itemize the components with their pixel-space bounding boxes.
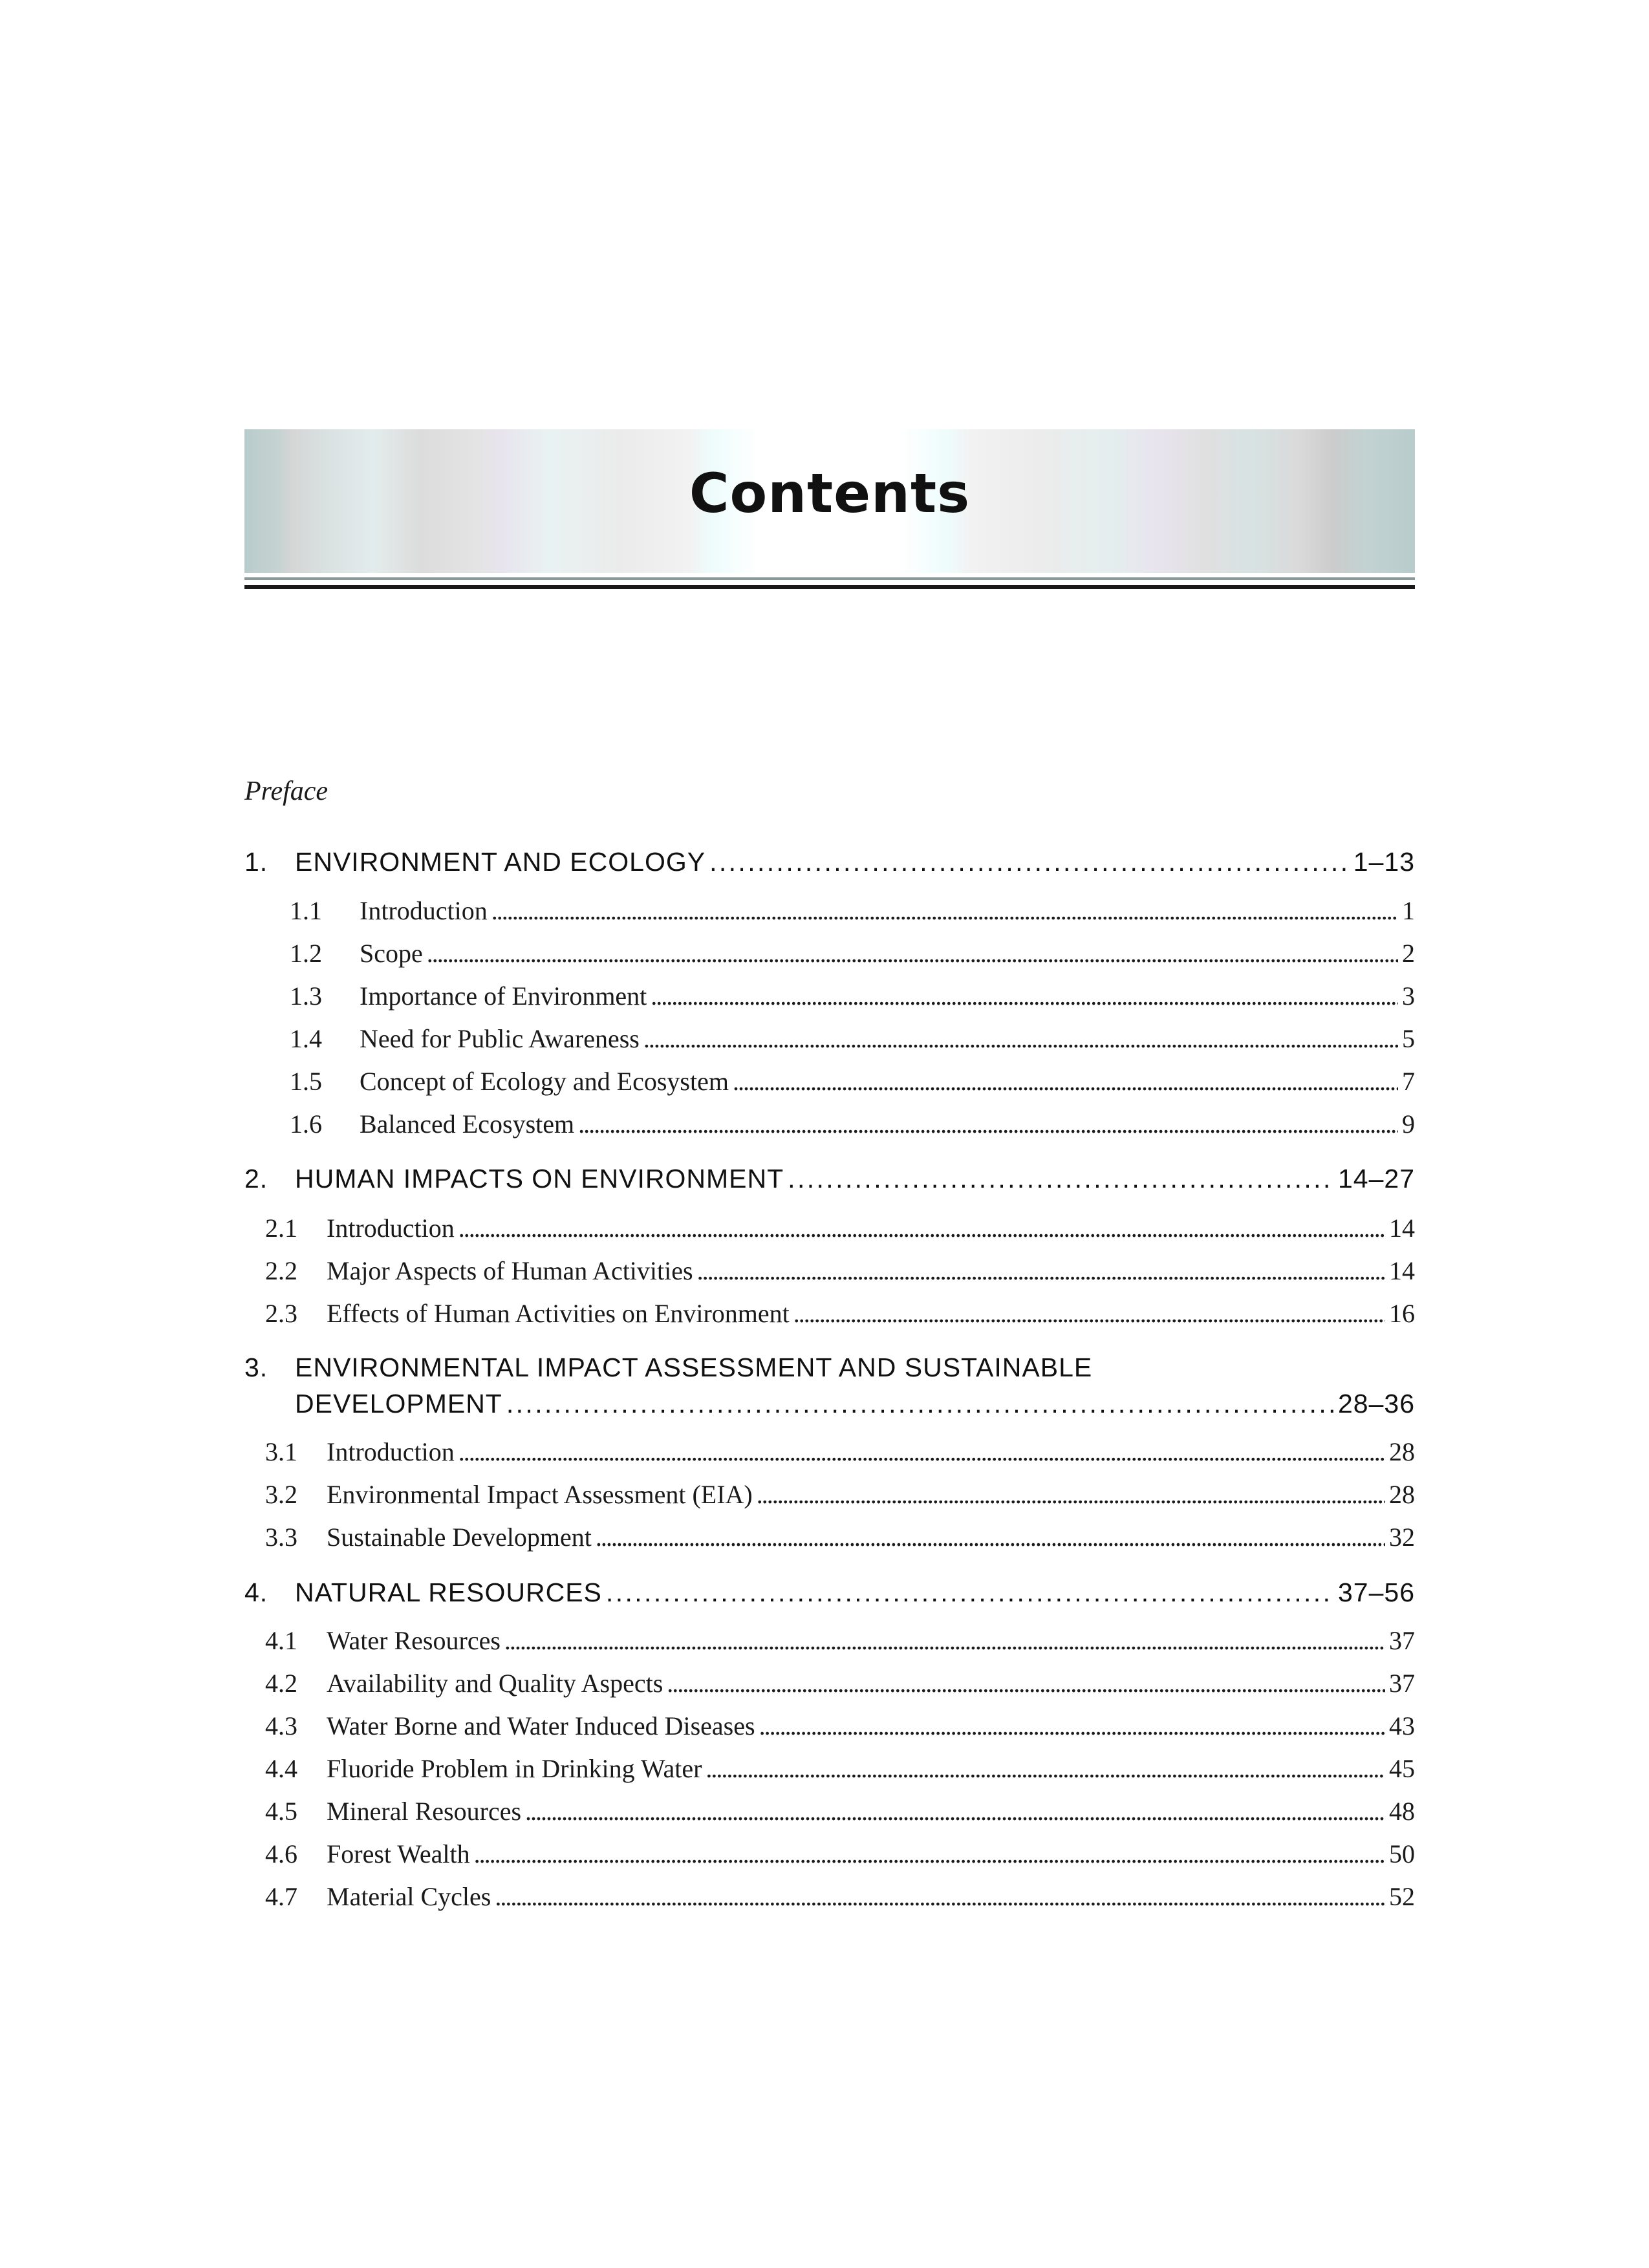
section-title: Introduction: [327, 1437, 455, 1466]
chapter-title: NATURAL RESOURCES: [295, 1578, 602, 1607]
section-title: Fluoride Problem in Drinking Water: [327, 1754, 702, 1783]
toc-section-4-4[interactable]: [265, 1753, 1415, 1784]
toc-section-4-3[interactable]: [265, 1711, 1415, 1741]
section-number: 4.2: [265, 1669, 297, 1698]
dot-leader: [606, 1578, 1334, 1608]
toc-section-4-2[interactable]: [265, 1668, 1415, 1698]
chapter-title: ENVIRONMENTAL IMPACT ASSESSMENT AND SUSTAINABLE: [295, 1353, 1093, 1382]
chapter-number: 1.: [244, 847, 268, 877]
section-number: 2.3: [265, 1299, 297, 1328]
section-page: 45: [1389, 1754, 1415, 1783]
chapter-number: 2.: [244, 1164, 268, 1193]
toc-chapter-1[interactable]: [244, 847, 1415, 877]
section-title: Introduction: [360, 896, 488, 925]
section-title: Concept of Ecology and Ecosystem: [360, 1067, 729, 1096]
section-page: 43: [1389, 1711, 1415, 1740]
toc-section-2-1[interactable]: [265, 1213, 1415, 1243]
toc-section-2-3[interactable]: [265, 1298, 1415, 1329]
section-title: Water Resources: [327, 1626, 501, 1655]
chapter-pages: 37–56: [1337, 1578, 1415, 1607]
section-number: 4.6: [265, 1839, 297, 1868]
section-number: 1.4: [290, 1024, 322, 1053]
section-title: Environmental Impact Assessment (EIA): [327, 1480, 753, 1509]
toc-section-1-6[interactable]: [290, 1109, 1415, 1139]
chapter-number: 4.: [244, 1578, 268, 1607]
section-page: 3: [1402, 981, 1415, 1011]
toc-section-4-5[interactable]: [265, 1796, 1415, 1826]
dot-leader: [578, 1109, 1398, 1139]
dot-leader: [458, 1213, 1385, 1243]
dot-leader: [506, 1389, 1334, 1419]
section-number: 1.6: [290, 1109, 322, 1139]
section-page: 28: [1389, 1437, 1415, 1466]
toc-section-2-2[interactable]: [265, 1256, 1415, 1286]
section-number: 4.7: [265, 1882, 297, 1911]
toc-section-4-7[interactable]: [265, 1881, 1415, 1912]
section-page: 32: [1389, 1523, 1415, 1552]
dot-leader: [706, 1753, 1385, 1784]
toc-section-1-5[interactable]: [290, 1066, 1415, 1097]
section-number: 4.4: [265, 1754, 297, 1783]
toc-preface[interactable]: Preface: [244, 776, 329, 806]
dot-leader: [709, 847, 1350, 877]
section-page: 5: [1402, 1024, 1415, 1053]
toc-section-4-6[interactable]: [265, 1839, 1415, 1869]
toc-chapter-2[interactable]: [244, 1164, 1415, 1194]
section-page: 28: [1389, 1480, 1415, 1509]
banner-rule-thick: [244, 585, 1415, 589]
section-page: 50: [1389, 1839, 1415, 1868]
dot-leader: [697, 1256, 1385, 1286]
section-title: Mineral Resources: [327, 1797, 522, 1826]
dot-leader: [525, 1796, 1385, 1826]
section-title: Forest Wealth: [327, 1839, 470, 1868]
section-page: 52: [1389, 1882, 1415, 1911]
section-page: 9: [1402, 1109, 1415, 1139]
chapter-number: 3.: [244, 1353, 268, 1382]
dot-leader: [667, 1668, 1385, 1698]
section-number: 3.2: [265, 1480, 297, 1509]
chapter-title: ENVIRONMENT AND ECOLOGY: [295, 847, 706, 877]
dot-leader: [733, 1066, 1398, 1097]
dot-leader: [504, 1625, 1385, 1656]
toc-section-3-3[interactable]: [265, 1522, 1415, 1552]
section-number: 1.1: [290, 896, 322, 925]
dot-leader: [474, 1839, 1385, 1869]
section-number: 2.1: [265, 1214, 297, 1243]
dot-leader: [757, 1479, 1385, 1510]
toc-chapter-4[interactable]: [244, 1578, 1415, 1608]
section-page: 7: [1402, 1067, 1415, 1096]
section-title: Material Cycles: [327, 1882, 491, 1911]
section-page: 16: [1389, 1299, 1415, 1328]
chapter-pages: 1–13: [1353, 847, 1415, 877]
toc-section-4-1[interactable]: [265, 1625, 1415, 1656]
toc-section-3-2[interactable]: [265, 1479, 1415, 1510]
chapter-pages: 28–36: [1337, 1389, 1415, 1418]
dot-leader: [495, 1881, 1385, 1912]
toc-section-1-1[interactable]: [290, 895, 1415, 926]
section-title: Availability and Quality Aspects: [327, 1669, 663, 1698]
dot-leader: [759, 1711, 1385, 1741]
contents-banner: [244, 429, 1415, 573]
dot-leader: [491, 895, 1398, 926]
banner-rule-thin: [244, 577, 1415, 580]
section-title: Introduction: [327, 1214, 455, 1243]
toc-section-1-3[interactable]: [290, 981, 1415, 1011]
dot-leader: [458, 1437, 1385, 1467]
section-title: Need for Public Awareness: [360, 1024, 640, 1053]
section-page: 48: [1389, 1797, 1415, 1826]
section-number: 1.2: [290, 939, 322, 968]
section-number: 3.3: [265, 1523, 297, 1552]
section-number: 4.3: [265, 1711, 297, 1740]
chapter-pages: 14–27: [1337, 1164, 1415, 1193]
dot-leader: [643, 1023, 1398, 1054]
section-title: Balanced Ecosystem: [360, 1109, 575, 1139]
section-title: Scope: [360, 939, 423, 968]
section-page: 2: [1402, 939, 1415, 968]
toc-section-1-4[interactable]: [290, 1023, 1415, 1054]
section-number: 1.5: [290, 1067, 322, 1096]
dot-leader: [427, 938, 1398, 968]
section-title: Effects of Human Activities on Environment: [327, 1299, 790, 1328]
section-title: Importance of Environment: [360, 981, 647, 1011]
toc-chapter-3-line2[interactable]: [295, 1389, 1415, 1419]
section-number: 2.2: [265, 1256, 297, 1285]
dot-leader: [651, 981, 1398, 1011]
page-title: Contents: [689, 462, 971, 525]
section-number: 4.5: [265, 1797, 297, 1826]
section-number: 4.1: [265, 1626, 297, 1655]
section-page: 1: [1402, 896, 1415, 925]
chapter-title: HUMAN IMPACTS ON ENVIRONMENT: [295, 1164, 784, 1193]
dot-leader: [788, 1164, 1334, 1194]
section-title: Major Aspects of Human Activities: [327, 1256, 693, 1285]
toc-section-1-2[interactable]: [290, 938, 1415, 968]
dot-leader: [793, 1298, 1385, 1329]
section-page: 14: [1389, 1256, 1415, 1285]
section-title: Sustainable Development: [327, 1523, 592, 1552]
chapter-title-cont: DEVELOPMENT: [295, 1389, 502, 1418]
section-title: Water Borne and Water Induced Diseases: [327, 1711, 755, 1740]
section-page: 37: [1389, 1669, 1415, 1698]
toc-chapter-3-line1[interactable]: [244, 1353, 1092, 1383]
toc-section-3-1[interactable]: [265, 1437, 1415, 1467]
section-page: 14: [1389, 1214, 1415, 1243]
dot-leader: [596, 1522, 1385, 1552]
section-page: 37: [1389, 1626, 1415, 1655]
section-number: 3.1: [265, 1437, 297, 1466]
section-number: 1.3: [290, 981, 322, 1011]
